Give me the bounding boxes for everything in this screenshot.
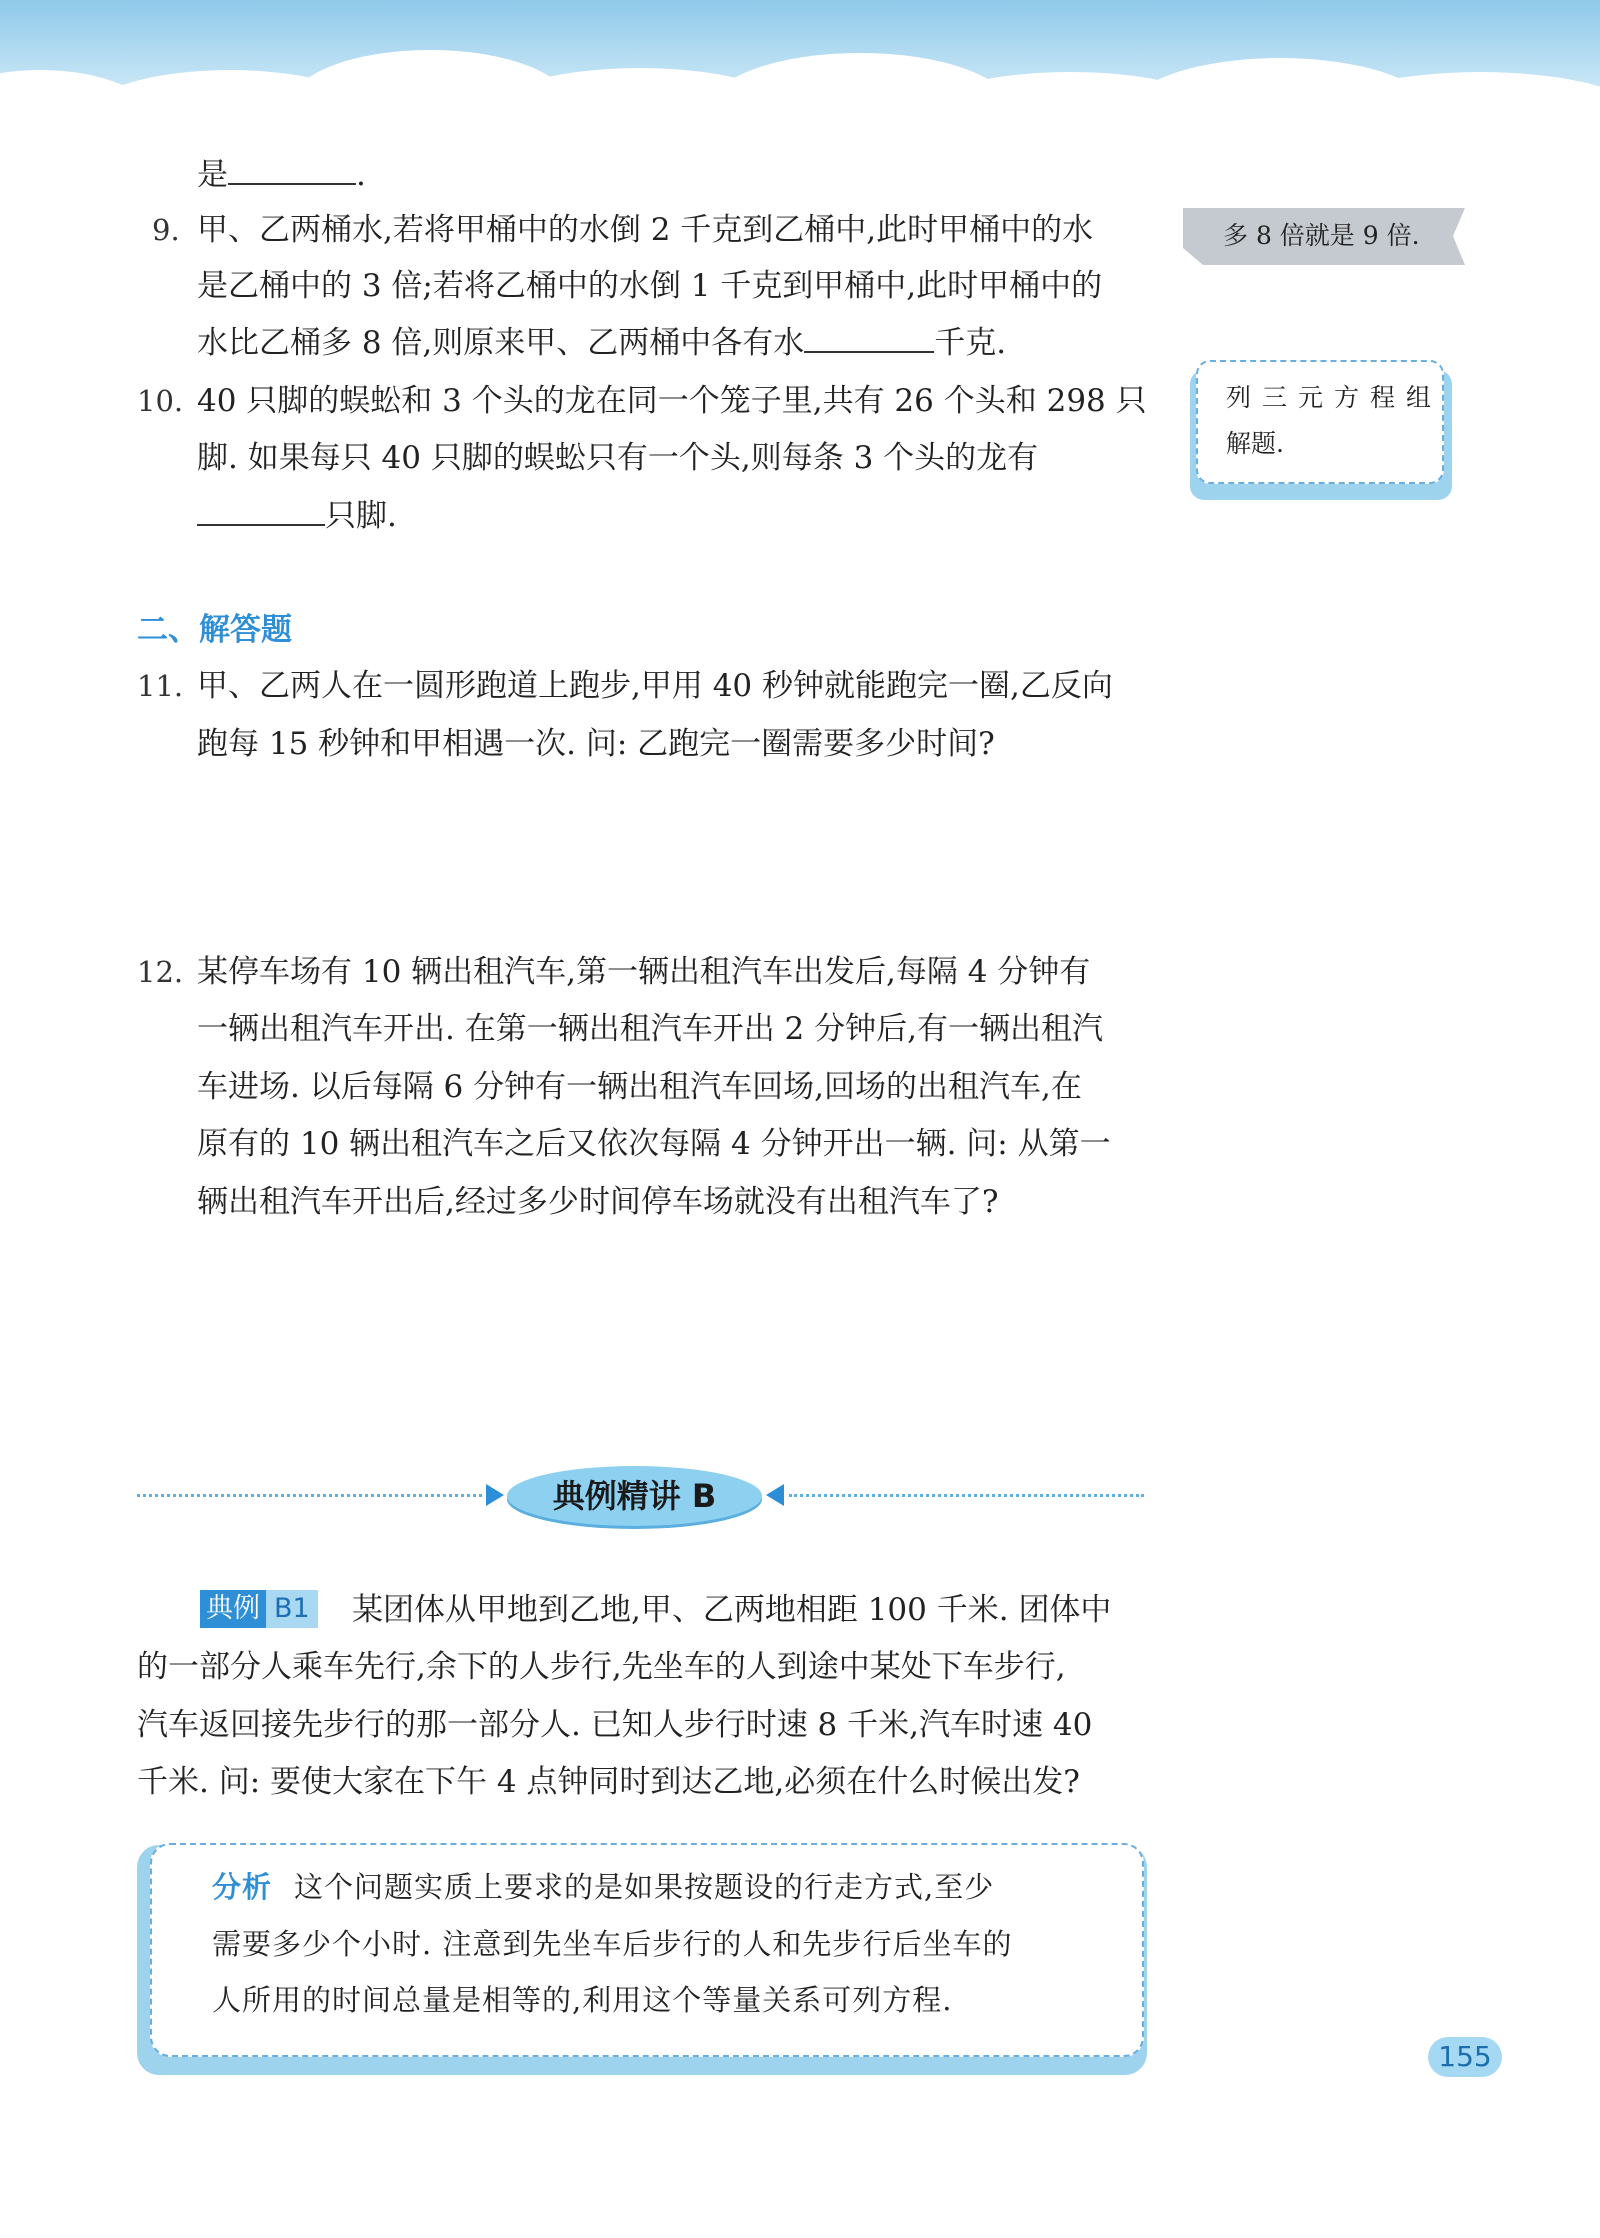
example-tag (200, 1590, 318, 1628)
problem-12-line-4: 原有的 10 辆出租汽车之后又依次每隔 4 分钟开出一辆. 问: 从第一 (197, 1126, 1111, 1162)
analysis-line-1-text: 这个问题实质上要求的是如果按题设的行走方式,至少 (294, 1870, 995, 1904)
example-line-3: 汽车返回接先步行的那一部分人. 已知人步行时速 8 千米,汽车时速 40 (137, 1707, 1093, 1743)
problem-10-number: 10. (137, 384, 184, 418)
sidebar-tip-2 (1190, 360, 1454, 500)
problem-11-number: 11. (137, 669, 184, 703)
section-banner (507, 1466, 762, 1526)
analysis-line-2: 需要多少个小时. 注意到先坐车后步行的人和先步行后坐车的 (212, 1927, 1013, 1961)
problem-12-number: 12. (137, 955, 184, 989)
answer-blank (804, 323, 934, 353)
answer-blank (228, 155, 356, 185)
sidebar-tip-1-text: 多 8 倍就是 9 倍. (1223, 221, 1420, 250)
problem-9-line-1: 甲、乙两桶水,若将甲桶中的水倒 2 千克到乙桶中,此时甲桶中的水 (197, 212, 1094, 248)
example-line-4: 千米. 问: 要使大家在下午 4 点钟同时到达乙地,必须在什么时候出发? (137, 1764, 1080, 1800)
banner-divider-left (137, 1494, 482, 1497)
problem-12-line-5: 辆出租汽车开出后,经过多少时间停车场就没有出租汽车了? (197, 1184, 999, 1220)
problem-8-prefix: 是 (197, 157, 228, 193)
problem-8-continuation (197, 155, 366, 195)
problem-11-line-1: 甲、乙两人在一圆形跑道上跑步,甲用 40 秒钟就能跑完一圈,乙反向 (197, 668, 1113, 704)
problem-9-line-3-text: 水比乙桶多 8 倍,则原来甲、乙两桶中各有水 (197, 325, 805, 361)
cloud-header-decoration (0, 0, 1600, 150)
problem-10-line-3-unit: 只脚. (325, 498, 397, 534)
example-line-2: 的一部分人乘车先行,余下的人步行,先坐车的人到途中某处下车步行, (137, 1649, 1066, 1685)
problem-9-number: 9. (152, 213, 180, 247)
page-number: 155 (1428, 2037, 1502, 2077)
section-heading-answers: 二、解答题 (137, 612, 292, 648)
banner-arrow-right-icon (486, 1484, 504, 1506)
example-line-1: 某团体从甲地到乙地,甲、乙两地相距 100 千米. 团体中 (352, 1592, 1112, 1628)
problem-12-line-1: 某停车场有 10 辆出租汽车,第一辆出租汽车出发后,每隔 4 分钟有 (197, 954, 1091, 990)
section-banner-title: 典例精讲 B (552, 1477, 717, 1515)
banner-arrow-left-icon (766, 1484, 784, 1506)
problem-9-line-3 (197, 323, 1006, 363)
example-tag-id: B1 (266, 1590, 318, 1628)
problem-8-suffix: . (356, 157, 366, 193)
banner-divider-right (789, 1494, 1144, 1497)
analysis-label: 分析 (212, 1870, 273, 1904)
example-tag-label: 典例 (200, 1590, 266, 1628)
sidebar-tip-1 (1183, 208, 1465, 265)
answer-blank (197, 496, 325, 526)
problem-11-line-2: 跑每 15 秒钟和甲相遇一次. 问: 乙跑完一圈需要多少时间? (197, 726, 995, 762)
sidebar-tip-2-line-1: 列三元方程组 (1226, 383, 1443, 412)
problem-9-line-2: 是乙桶中的 3 倍;若将乙桶中的水倒 1 千克到甲桶中,此时甲桶中的 (197, 268, 1103, 304)
problem-10-line-1: 40 只脚的蜈蚣和 3 个头的龙在同一个笼子里,共有 26 个头和 298 只 (197, 383, 1147, 419)
analysis-line-1 (212, 1867, 994, 1907)
sidebar-tip-2-line-2: 解题. (1226, 429, 1284, 458)
analysis-line-3: 人所用的时间总量是相等的,利用这个等量关系可列方程. (212, 1983, 953, 2017)
problem-12-line-3: 车进场. 以后每隔 6 分钟有一辆出租汽车回场,回场的出租汽车,在 (197, 1069, 1082, 1105)
problem-10-line-2: 脚. 如果每只 40 只脚的蜈蚣只有一个头,则每条 3 个头的龙有 (197, 440, 1039, 476)
problem-12-line-2: 一辆出租汽车开出. 在第一辆出租汽车开出 2 分钟后,有一辆出租汽 (197, 1011, 1103, 1047)
problem-9-line-3-unit: 千克. (934, 325, 1007, 361)
problem-10-line-3 (197, 496, 397, 536)
